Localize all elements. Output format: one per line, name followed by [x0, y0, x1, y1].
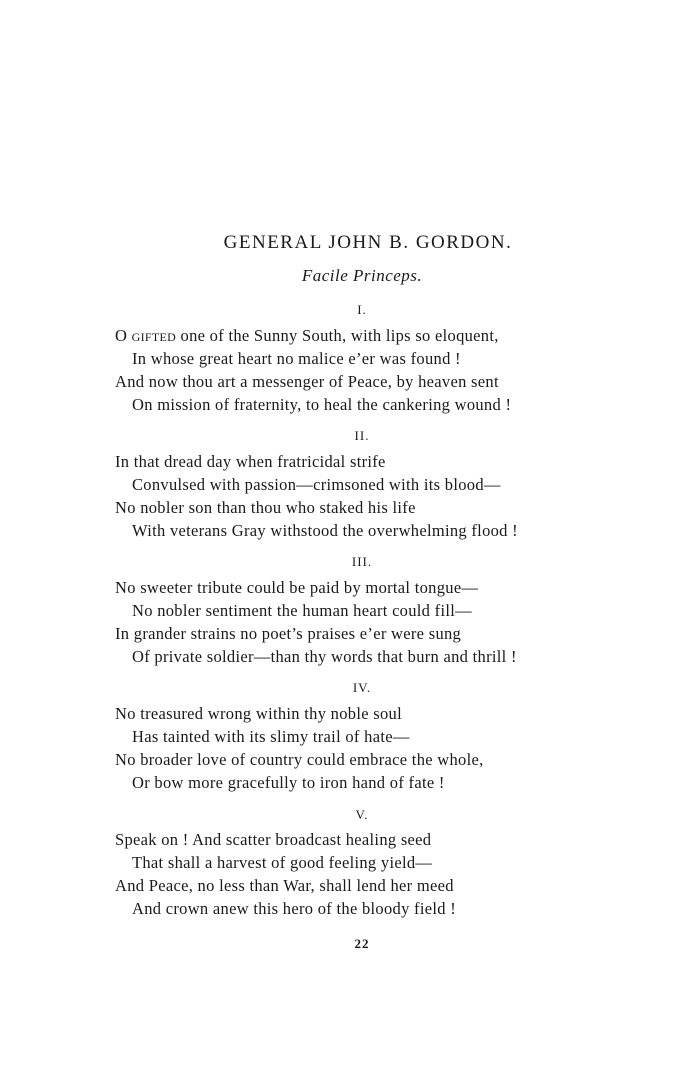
- poem-line: Or bow more gracefully to iron hand of fate !: [132, 773, 445, 792]
- poem-line: [115, 326, 499, 346]
- poem-line: No treasured wrong within thy noble soul: [115, 704, 402, 723]
- stanza-number: III.: [351, 554, 373, 569]
- opening-words: O gifted: [115, 326, 177, 345]
- poem-line: In whose great heart no malice e’er was found !: [132, 349, 461, 368]
- poem-line: No nobler sentiment the human heart could fill—: [132, 601, 472, 620]
- poem-line-text: one of the Sunny South, with lips so eloquent,: [176, 326, 499, 345]
- poem-line: And crown anew this hero of the bloody field !: [132, 899, 457, 918]
- poem-line: And Peace, no less than War, shall lend her meed: [115, 876, 454, 895]
- poem-line: Speak on ! And scatter broadcast healing seed: [115, 830, 432, 849]
- stanza-number: IV.: [352, 680, 372, 695]
- poem-line: In grander strains no poet’s praises e’er were sung: [115, 624, 462, 643]
- poem-line: With veterans Gray withstood the overwhelming flood !: [132, 521, 518, 540]
- poem-line: And now thou art a messenger of Peace, by heaven sent: [115, 372, 499, 391]
- poem-line: That shall a harvest of good feeling yield—: [132, 853, 433, 872]
- poem-title: GENERAL JOHN B. GORDON.: [223, 232, 513, 253]
- stanza-number: V.: [355, 807, 369, 822]
- poem-line: Of private soldier—than thy words that burn and thrill !: [132, 647, 517, 666]
- poem-line: Convulsed with passion—crimsoned with its blood—: [132, 475, 501, 494]
- poem-line: No nobler son than thou who staked his life: [115, 498, 416, 517]
- poem-line: Has tainted with its slimy trail of hate—: [132, 727, 410, 746]
- poem-line: No sweeter tribute could be paid by mortal tongue—: [115, 578, 479, 597]
- page-number: 22: [354, 936, 370, 951]
- poem-line: In that dread day when fratricidal strife: [115, 452, 386, 471]
- stanza-number: I.: [357, 302, 367, 317]
- poem-line: No broader love of country could embrace the whole,: [115, 750, 484, 769]
- stanza-number: II.: [354, 428, 370, 443]
- poem-subtitle: Facile Princeps.: [301, 266, 423, 285]
- poem-line: On mission of fraternity, to heal the cankering wound !: [132, 395, 512, 414]
